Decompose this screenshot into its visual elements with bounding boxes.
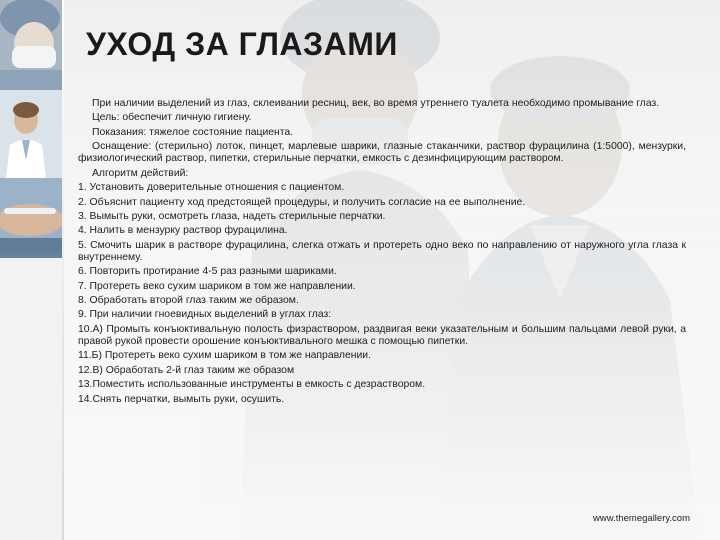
step-item: 7. Протереть веко сухим шариком в том же направлении. xyxy=(78,280,356,292)
step-item: 11.Б) Протереть веко сухим шариком в том же направлении. xyxy=(78,350,371,362)
step-item: 13.Поместить использованные инструменты в емкость с дезраствором. xyxy=(78,379,426,391)
intro-text: При наличии выделений из глаз, склеивании ресниц, век, во время утреннего туалета необходимо промывание глаз. xyxy=(92,98,660,109)
step-item: 5. Смочить шарик в растворе фурацилина, слегка отжать и протереть одно веко по направлению от наружного угла глаза к внутреннему. xyxy=(78,239,686,263)
slide-title: УХОД ЗА ГЛАЗАМИ xyxy=(86,26,398,62)
step-item: 4. Налить в мензурку раствор фурацилина. xyxy=(78,225,288,237)
doctor-portrait-photo xyxy=(0,90,62,178)
algorithm-title: Алгоритм действий: xyxy=(92,167,189,179)
surgeon-mask-photo xyxy=(0,0,62,90)
step-item: 14.Снять перчатки, вымыть руки, осушить. xyxy=(78,393,285,405)
slide-content xyxy=(78,98,686,408)
equipment-text: Оснащение: (стерильно) лоток, пинцет, марлевые шарики, глазные стаканчики, раствор фурацилина (1:5000), мензурки, физиологический раствор, пипетки, стерильные перчатки, емкость с дезинфицирующим раствором. xyxy=(78,141,686,165)
vertical-divider xyxy=(62,0,64,540)
injection-photo xyxy=(0,178,62,258)
step-item: 6. Повторить протирание 4-5 раз разными шариками. xyxy=(78,266,337,278)
left-photo-strip xyxy=(0,0,62,540)
step-item: 8. Обработать второй глаз таким же образом. xyxy=(78,295,299,307)
step-item: 1. Установить доверительные отношения с пациентом. xyxy=(78,182,345,194)
step-item: 3. Вымыть руки, осмотреть глаза, надеть стерильные перчатки. xyxy=(78,210,386,222)
step-item: 9. При наличии гноевидных выделений в углах глаз: xyxy=(78,309,332,321)
footer-url: www.themegallery.com xyxy=(593,513,690,524)
step-item: 2. Объяснит пациенту ход предстоящей процедуры, и получить согласие на ее выполнение. xyxy=(78,196,526,208)
step-item: 12.В) Обработать 2-й глаз таким же образом xyxy=(78,364,295,376)
goal-text: Цель: обеспечит личную гигиену. xyxy=(92,112,252,124)
strip-fade xyxy=(0,250,62,540)
indications-text: Показания: тяжелое состояние пациента. xyxy=(92,126,294,138)
step-item: 10.А) Промыть конъюктивальную полость физраствором, раздвигая веки указательным и большим пальцами левой руки, а правой рукой провести орошение конъюктивального мешка с помощью пипетки. xyxy=(78,323,686,348)
